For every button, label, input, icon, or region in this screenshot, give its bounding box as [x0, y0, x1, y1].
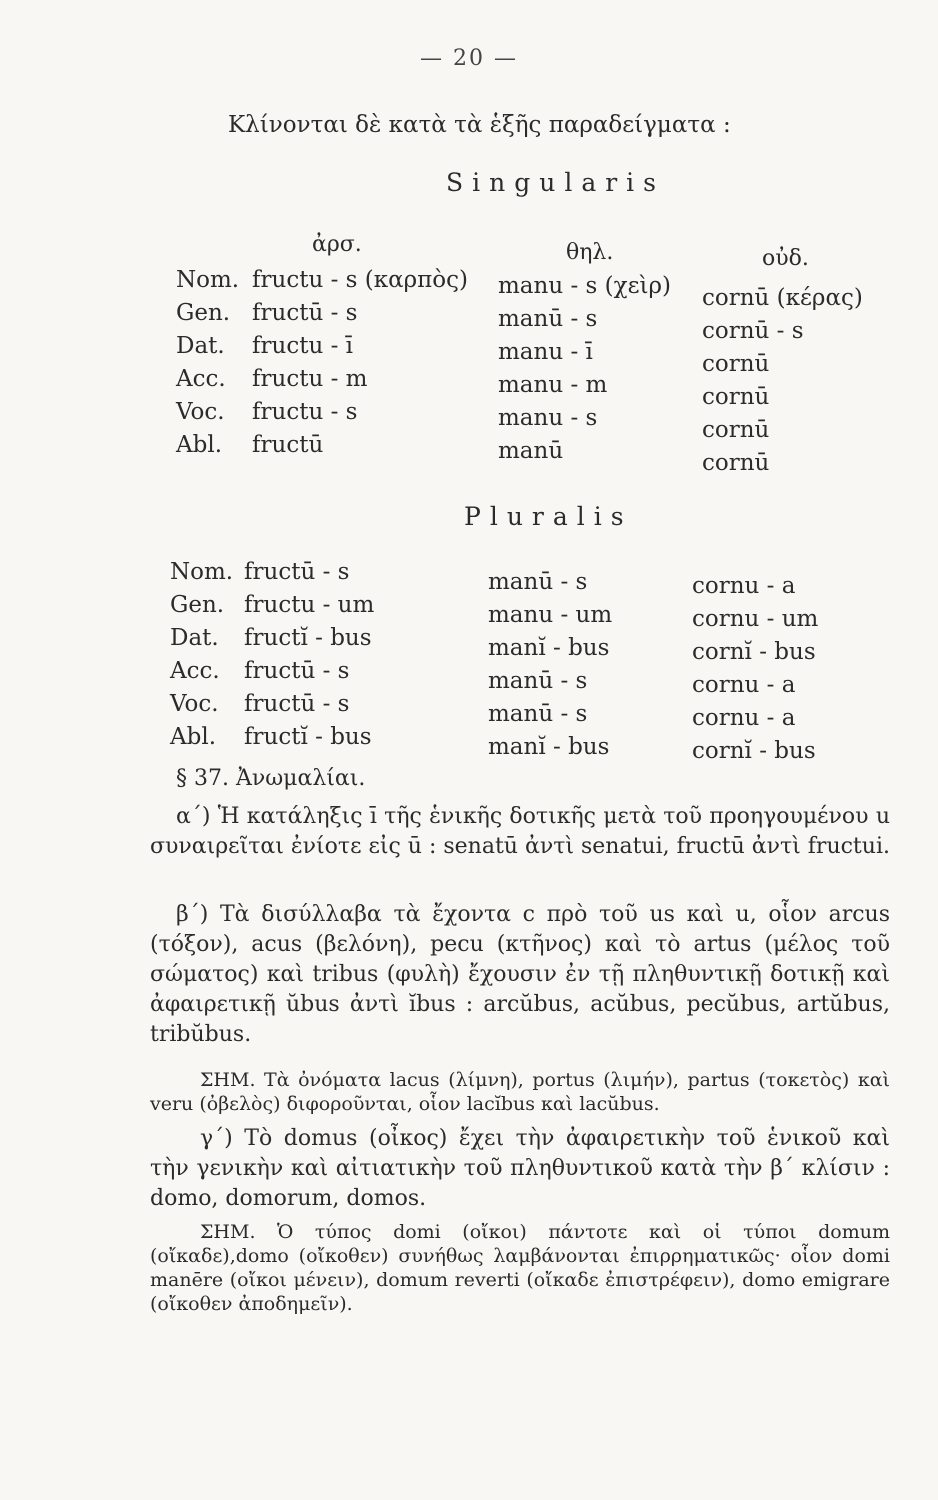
form-cell: cornu - a	[692, 573, 796, 599]
form-cell: cornū - s	[702, 318, 804, 344]
form-cell: cornĭ - bus	[692, 738, 816, 764]
form-cell: manĭ - bus	[488, 635, 610, 661]
form-cell: fructū - s	[252, 300, 358, 326]
form-cell: fructū	[252, 432, 324, 458]
case-label: Abl.	[176, 432, 222, 458]
singular-masculine-column	[252, 264, 468, 462]
form-cell: fructū - s	[244, 691, 350, 717]
case-label: Voc.	[170, 691, 219, 717]
singular-neuter-column	[702, 282, 863, 480]
intro-line: Κλίνονται δὲ κατὰ τὰ ἑξῆς παραδείγματα :	[228, 112, 731, 138]
form-cell: manū - s	[488, 668, 588, 694]
case-label: Gen.	[176, 300, 231, 326]
singular-heading: Singularis	[446, 168, 666, 197]
case-label: Dat.	[170, 625, 219, 651]
plural-case-column	[170, 556, 233, 754]
plural-masculine-column	[244, 556, 374, 754]
form-cell: manu - m	[498, 372, 608, 398]
case-label: Dat.	[176, 333, 225, 359]
case-label: Gen.	[170, 592, 225, 618]
paragraph-b: β΄) Τὰ δισύλλαβα τὰ ἔχοντα c πρὸ τοῦ us καὶ u, οἷον arcus (τόξον), acus (βελόνη), pecu (κτῆνος) καὶ τὸ artus (μέλος τοῦ σώματος) καὶ tribus (φυλὴ) ἔχουσιν ἐν τῇ πληθυντικῇ δοτικῇ καὶ ἀφαιρετικῇ ŭbus ἀντὶ ĭbus : arcŭbus, acŭbus, pecŭbus, artŭbus, tribŭbus.	[150, 902, 890, 1047]
form-cell: manū - s	[488, 701, 588, 727]
form-cell: cornu - um	[692, 606, 819, 632]
singular-case-column	[176, 264, 239, 462]
form-cell: cornū (κέρας)	[702, 285, 863, 311]
form-cell: fructu - m	[252, 366, 368, 392]
case-label: Nom.	[170, 559, 234, 585]
case-label: Acc.	[176, 366, 226, 392]
form-cell: fructu - s (καρπὸς)	[252, 267, 468, 293]
page-number: — 20 —	[420, 46, 518, 71]
gender-masculine: ἀρσ.	[312, 232, 362, 257]
gender-feminine: θηλ.	[566, 240, 614, 265]
note-1: ΣΗΜ. Τὰ ὀνόματα lacus (λίμνη), portus (λιμήν), partus (τοκετὸς) καὶ veru (ὀβελὸς) διφοροῦνται, οἷον lacĭbus καὶ lacŭbus.	[150, 1069, 890, 1115]
singular-feminine-column	[498, 270, 671, 468]
form-cell: fructu - um	[244, 592, 375, 618]
form-cell: cornū	[702, 450, 770, 476]
form-cell: cornū	[702, 351, 770, 377]
note-2: ΣΗΜ. Ὁ τύπος domi (οἴκοι) πάντοτε καὶ οἱ τύποι domum (οἴκαδε),domo (οἴκοθεν) συνήθως λαμβάνονται ἐπιρρηματικῶς· οἷον domi manēre (οἴκοι μένειν), domum reverti (οἴκαδε ἐπιστρέφειν), domo emigrare (οἴκοθεν ἀποδημεῖν).	[150, 1221, 890, 1315]
form-cell: fructĭ - bus	[244, 625, 372, 651]
case-label: Acc.	[170, 658, 220, 684]
form-cell: manu - s (χεὶρ)	[498, 273, 671, 299]
form-cell: fructu - ī	[252, 333, 354, 359]
form-cell: manū	[498, 438, 564, 464]
form-cell: fructū - s	[244, 658, 350, 684]
form-cell: cornu - a	[692, 672, 796, 698]
form-cell: fructĭ - bus	[244, 724, 372, 750]
form-cell: fructū - s	[244, 559, 350, 585]
form-cell: manĭ - bus	[488, 734, 610, 760]
form-cell: manu - um	[488, 602, 613, 628]
form-cell: manū - s	[498, 306, 598, 332]
form-cell: cornū	[702, 384, 770, 410]
plural-heading: Pluralis	[464, 502, 633, 531]
form-cell: cornĭ - bus	[692, 639, 816, 665]
plural-feminine-column	[488, 566, 612, 764]
paragraph-a: α΄) Ἡ κατάληξις ī τῆς ἑνικῆς δοτικῆς μετὰ τοῦ προηγουμένου u συναιρεῖται ἐνίοτε εἰς ū : senatū ἀντὶ senatui, fructū ἀντὶ fructui.	[150, 804, 890, 859]
form-cell: manu - s	[498, 405, 598, 431]
gender-neuter: οὐδ.	[762, 246, 809, 271]
form-cell: cornu - a	[692, 705, 796, 731]
form-cell: manu - ī	[498, 339, 593, 365]
plural-neuter-column	[692, 570, 818, 768]
form-cell: cornū	[702, 417, 770, 443]
case-label: Abl.	[170, 724, 216, 750]
form-cell: fructu - s	[252, 399, 358, 425]
case-label: Voc.	[176, 399, 225, 425]
case-label: Nom.	[176, 267, 240, 293]
section-title: § 37. Ἀνωμαλίαι.	[176, 766, 366, 791]
paragraph-c: γ΄) Τὸ domus (οἶκος) ἔχει τὴν ἀφαιρετικὴν τοῦ ἑνικοῦ καὶ τὴν γενικὴν καὶ αἰτιατικὴν τοῦ πληθυντικοῦ κατὰ τὴν β΄ κλίσιν : domo, domorum, domos.	[150, 1126, 890, 1211]
form-cell: manū - s	[488, 569, 588, 595]
